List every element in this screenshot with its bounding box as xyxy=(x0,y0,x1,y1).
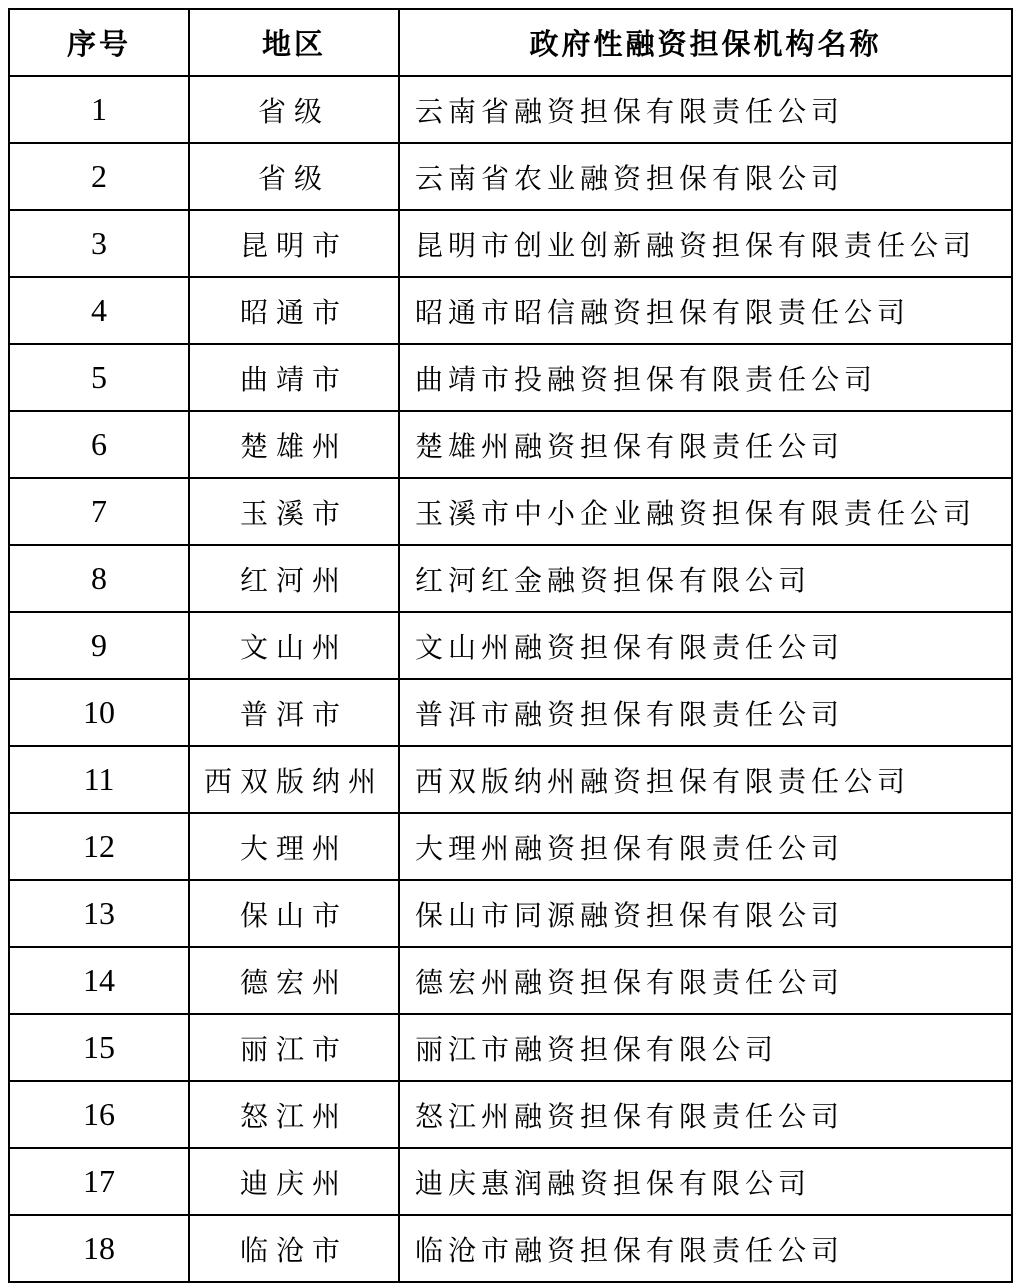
cell-name: 大理州融资担保有限责任公司 xyxy=(399,813,1012,880)
cell-region: 丽江市 xyxy=(189,1014,399,1081)
cell-name: 云南省农业融资担保有限公司 xyxy=(399,143,1012,210)
cell-region: 保山市 xyxy=(189,880,399,947)
cell-name: 楚雄州融资担保有限责任公司 xyxy=(399,411,1012,478)
table-row xyxy=(9,210,1012,277)
cell-name: 昭通市昭信融资担保有限责任公司 xyxy=(399,277,1012,344)
cell-index: 2 xyxy=(9,143,189,210)
cell-region: 怒江州 xyxy=(189,1081,399,1148)
cell-name: 西双版纳州融资担保有限责任公司 xyxy=(399,746,1012,813)
table-row xyxy=(9,679,1012,746)
cell-region: 文山州 xyxy=(189,612,399,679)
table-header-row xyxy=(9,9,1012,76)
cell-index: 1 xyxy=(9,76,189,143)
cell-index: 18 xyxy=(9,1215,189,1282)
cell-region: 德宏州 xyxy=(189,947,399,1014)
cell-name: 云南省融资担保有限责任公司 xyxy=(399,76,1012,143)
cell-index: 11 xyxy=(9,746,189,813)
cell-name: 保山市同源融资担保有限公司 xyxy=(399,880,1012,947)
cell-index: 3 xyxy=(9,210,189,277)
guarantee-institutions-table xyxy=(8,8,1013,1283)
table-row xyxy=(9,344,1012,411)
table-row xyxy=(9,746,1012,813)
cell-region: 临沧市 xyxy=(189,1215,399,1282)
cell-name: 昆明市创业创新融资担保有限责任公司 xyxy=(399,210,1012,277)
cell-index: 13 xyxy=(9,880,189,947)
cell-region: 西双版纳州 xyxy=(189,746,399,813)
table-row xyxy=(9,947,1012,1014)
cell-index: 4 xyxy=(9,277,189,344)
cell-region: 玉溪市 xyxy=(189,478,399,545)
cell-index: 7 xyxy=(9,478,189,545)
cell-index: 8 xyxy=(9,545,189,612)
cell-index: 9 xyxy=(9,612,189,679)
table-row xyxy=(9,143,1012,210)
table-row xyxy=(9,1014,1012,1081)
cell-index: 10 xyxy=(9,679,189,746)
column-header-region: 地区 xyxy=(189,9,399,76)
table-row xyxy=(9,612,1012,679)
table-row xyxy=(9,277,1012,344)
table-body xyxy=(9,76,1012,1282)
cell-index: 16 xyxy=(9,1081,189,1148)
cell-index: 14 xyxy=(9,947,189,1014)
cell-index: 15 xyxy=(9,1014,189,1081)
table-row xyxy=(9,76,1012,143)
cell-index: 12 xyxy=(9,813,189,880)
cell-index: 5 xyxy=(9,344,189,411)
cell-name: 玉溪市中小企业融资担保有限责任公司 xyxy=(399,478,1012,545)
column-header-index: 序号 xyxy=(9,9,189,76)
cell-name: 文山州融资担保有限责任公司 xyxy=(399,612,1012,679)
table-row xyxy=(9,1148,1012,1215)
table-row xyxy=(9,1081,1012,1148)
cell-region: 楚雄州 xyxy=(189,411,399,478)
table-row xyxy=(9,478,1012,545)
cell-name: 丽江市融资担保有限公司 xyxy=(399,1014,1012,1081)
table-row xyxy=(9,880,1012,947)
column-header-institution-name: 政府性融资担保机构名称 xyxy=(399,9,1012,76)
cell-name: 德宏州融资担保有限责任公司 xyxy=(399,947,1012,1014)
cell-region: 昭通市 xyxy=(189,277,399,344)
cell-index: 6 xyxy=(9,411,189,478)
cell-region: 曲靖市 xyxy=(189,344,399,411)
cell-region: 红河州 xyxy=(189,545,399,612)
table-row xyxy=(9,813,1012,880)
table-row xyxy=(9,411,1012,478)
cell-region: 昆明市 xyxy=(189,210,399,277)
cell-name: 迪庆惠润融资担保有限公司 xyxy=(399,1148,1012,1215)
cell-region: 省级 xyxy=(189,143,399,210)
cell-region: 省级 xyxy=(189,76,399,143)
cell-name: 普洱市融资担保有限责任公司 xyxy=(399,679,1012,746)
cell-index: 17 xyxy=(9,1148,189,1215)
cell-region: 大理州 xyxy=(189,813,399,880)
cell-name: 临沧市融资担保有限责任公司 xyxy=(399,1215,1012,1282)
cell-name: 红河红金融资担保有限公司 xyxy=(399,545,1012,612)
cell-region: 普洱市 xyxy=(189,679,399,746)
cell-name: 曲靖市投融资担保有限责任公司 xyxy=(399,344,1012,411)
cell-region: 迪庆州 xyxy=(189,1148,399,1215)
table-row xyxy=(9,1215,1012,1282)
table-row xyxy=(9,545,1012,612)
cell-name: 怒江州融资担保有限责任公司 xyxy=(399,1081,1012,1148)
